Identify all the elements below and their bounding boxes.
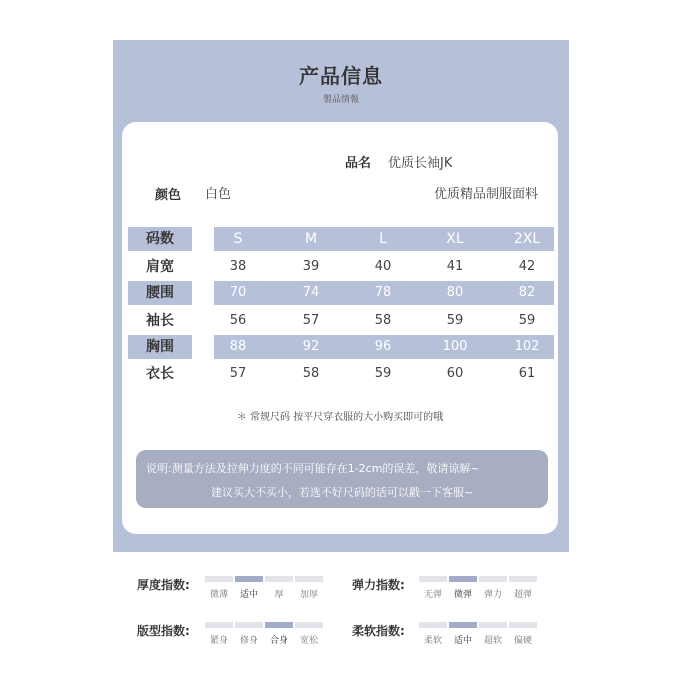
size-note: ＊ 常规尺码 按平尺穿衣服的大小购买即可的哦	[236, 412, 444, 423]
elasticity-option: 无弹	[419, 576, 447, 600]
table-row	[128, 255, 554, 279]
softness-option-selected: 适中	[449, 622, 477, 646]
softness-option: 柔软	[419, 622, 447, 646]
table-cell: 74	[302, 285, 320, 300]
table-cell: 82	[518, 285, 536, 300]
size-label: 2XL	[513, 231, 541, 247]
elasticity-option-selected: 微弹	[449, 576, 477, 600]
size-label: M	[304, 231, 318, 247]
page-subtitle: 製品情報	[322, 95, 359, 105]
table-cell: 56	[229, 313, 247, 328]
color-label: 颜色	[155, 188, 182, 203]
table-cell: 58	[302, 366, 320, 381]
table-cell: 70	[229, 285, 247, 300]
table-cell: 40	[374, 259, 392, 274]
fabric-value: 优质精品制服面料	[434, 187, 539, 202]
table-cell: 102	[514, 339, 540, 354]
table-cell: 38	[229, 259, 247, 274]
product-name-value: 优质长袖JK	[388, 156, 453, 171]
table-cell: 59	[518, 313, 536, 328]
table-cell: 59	[374, 366, 392, 381]
table-cell: 39	[302, 259, 320, 274]
thickness-option-selected: 适中	[235, 576, 263, 600]
row-label: 腰围	[146, 285, 174, 301]
table-cell: 59	[446, 313, 464, 328]
softness-option: 偏硬	[509, 622, 537, 646]
description-line: 说明:测量方法及拉伸力度的不同可能存在1-2cm的误差，敬请谅解~	[146, 462, 480, 475]
page-title: 产品信息	[299, 64, 383, 88]
table-row	[128, 309, 554, 333]
table-cell: 58	[374, 313, 392, 328]
thickness-index-label: 厚度指数:	[137, 578, 190, 592]
description-box	[136, 450, 548, 508]
table-row	[128, 281, 554, 305]
fit-option: 宽松	[295, 622, 323, 646]
softness-index-label: 柔软指数:	[352, 624, 405, 638]
row-label: 衣长	[146, 366, 174, 382]
thickness-option: 厚	[265, 576, 293, 600]
size-header-row	[128, 227, 554, 251]
table-cell: 96	[374, 339, 392, 354]
table-cell: 42	[518, 259, 536, 274]
table-row	[128, 362, 554, 386]
row-label: 胸围	[146, 339, 174, 355]
table-cell: 57	[302, 313, 320, 328]
row-label: 袖长	[146, 313, 174, 329]
elasticity-index-label: 弹力指数:	[352, 578, 405, 592]
fit-option-selected: 合身	[265, 622, 293, 646]
table-cell: 100	[442, 339, 468, 354]
size-label: S	[233, 231, 243, 247]
fit-option: 修身	[235, 622, 263, 646]
table-cell: 88	[229, 339, 247, 354]
thickness-option: 微薄	[205, 576, 233, 600]
elasticity-option: 弹力	[479, 576, 507, 600]
table-row	[128, 335, 554, 359]
table-cell: 78	[374, 285, 392, 300]
fit-option: 紧身	[205, 622, 233, 646]
table-cell: 61	[518, 366, 536, 381]
fit-index-label: 版型指数:	[137, 624, 190, 638]
table-cell: 60	[446, 366, 464, 381]
table-cell: 92	[302, 339, 320, 354]
table-cell: 41	[446, 259, 464, 274]
product-name-label: 品名	[345, 156, 372, 171]
description-line: 建议买大不买小，若选不好尺码的话可以戳一下客服~	[210, 486, 474, 499]
color-value: 白色	[205, 187, 232, 202]
size-label: L	[379, 231, 387, 247]
row-label: 肩宽	[146, 259, 174, 275]
table-cell: 80	[446, 285, 464, 300]
softness-option: 超软	[479, 622, 507, 646]
elasticity-option: 超弹	[509, 576, 537, 600]
size-label: XL	[446, 231, 464, 247]
thickness-option: 加厚	[295, 576, 323, 600]
size-header-label: 码数	[146, 231, 174, 247]
table-cell: 57	[229, 366, 247, 381]
